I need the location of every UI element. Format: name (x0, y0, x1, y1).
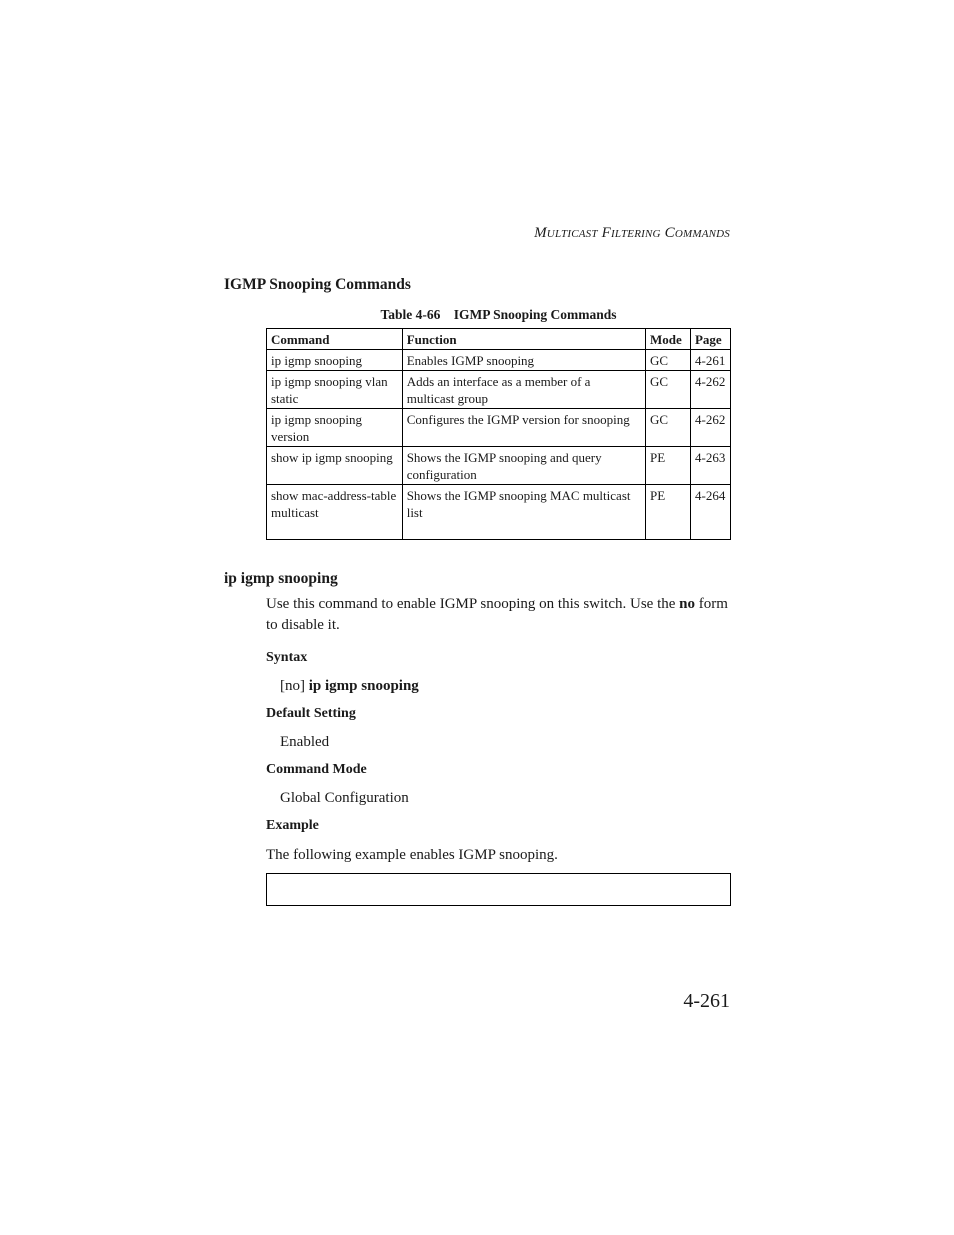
cell-function: Shows the IGMP snooping MAC multicast list (402, 485, 645, 540)
default-setting-value: Enabled (280, 734, 330, 750)
syntax-command: ip igmp snooping (308, 678, 419, 694)
header-mode: Mode (646, 329, 691, 350)
cell-page: 4-261 (690, 350, 730, 371)
cell-page: 4-263 (690, 447, 730, 485)
example-text: The following example enables IGMP snooping. (266, 847, 558, 863)
cell-command: show mac-address-table multicast (267, 485, 403, 540)
cell-command: ip igmp snooping (267, 350, 403, 371)
description-text: Use this command to enable IGMP snooping on this switch. Use the (266, 596, 680, 612)
syntax-line (280, 678, 419, 695)
cell-page: 4-264 (690, 485, 730, 540)
table-row (267, 371, 731, 409)
command-title: ip igmp snooping (224, 570, 338, 587)
syntax-bracket-open: [ (280, 678, 285, 694)
header-page: Page (690, 329, 730, 350)
syntax-heading: Syntax (266, 650, 308, 665)
table-caption (266, 307, 731, 323)
cell-command: ip igmp snooping version (267, 409, 403, 447)
header-command: Command (267, 329, 403, 350)
table-row (267, 409, 731, 447)
table-row (267, 350, 731, 371)
cell-mode: PE (646, 447, 691, 485)
example-code-box (266, 873, 731, 906)
example-heading: Example (266, 818, 319, 833)
command-mode-heading: Command Mode (266, 762, 367, 777)
table-row (267, 485, 731, 540)
description-text-end: form to disable it. (266, 596, 728, 633)
cell-mode: GC (646, 350, 691, 371)
igmp-commands-table (266, 328, 731, 540)
table-caption-number: Table 4-66 (380, 307, 441, 322)
running-head: Multicast Filtering Commands (534, 225, 730, 241)
cell-function: Configures the IGMP version for snooping (402, 409, 645, 447)
cell-command: show ip igmp snooping (267, 447, 403, 485)
cell-mode: GC (646, 409, 691, 447)
syntax-bracket-close: ] (300, 678, 309, 694)
table-caption-title: IGMP Snooping Commands (453, 307, 617, 322)
cell-page: 4-262 (690, 409, 730, 447)
header-function: Function (402, 329, 645, 350)
table-header-row (267, 329, 731, 350)
command-description (266, 594, 736, 636)
section-title: IGMP Snooping Commands (224, 276, 411, 293)
table-row (267, 447, 731, 485)
page-number: 4-261 (683, 990, 730, 1012)
default-setting-heading: Default Setting (266, 706, 356, 721)
cell-command: ip igmp snooping vlan static (267, 371, 403, 409)
syntax-no: no (285, 678, 300, 694)
cell-function: Enables IGMP snooping (402, 350, 645, 371)
cell-function: Shows the IGMP snooping and query configuration (402, 447, 645, 485)
cell-function: Adds an interface as a member of a multicast group (402, 371, 645, 409)
cell-mode: GC (646, 371, 691, 409)
cell-mode: PE (646, 485, 691, 540)
description-no-keyword: no (679, 596, 695, 612)
command-mode-value: Global Configuration (280, 790, 409, 806)
cell-page: 4-262 (690, 371, 730, 409)
